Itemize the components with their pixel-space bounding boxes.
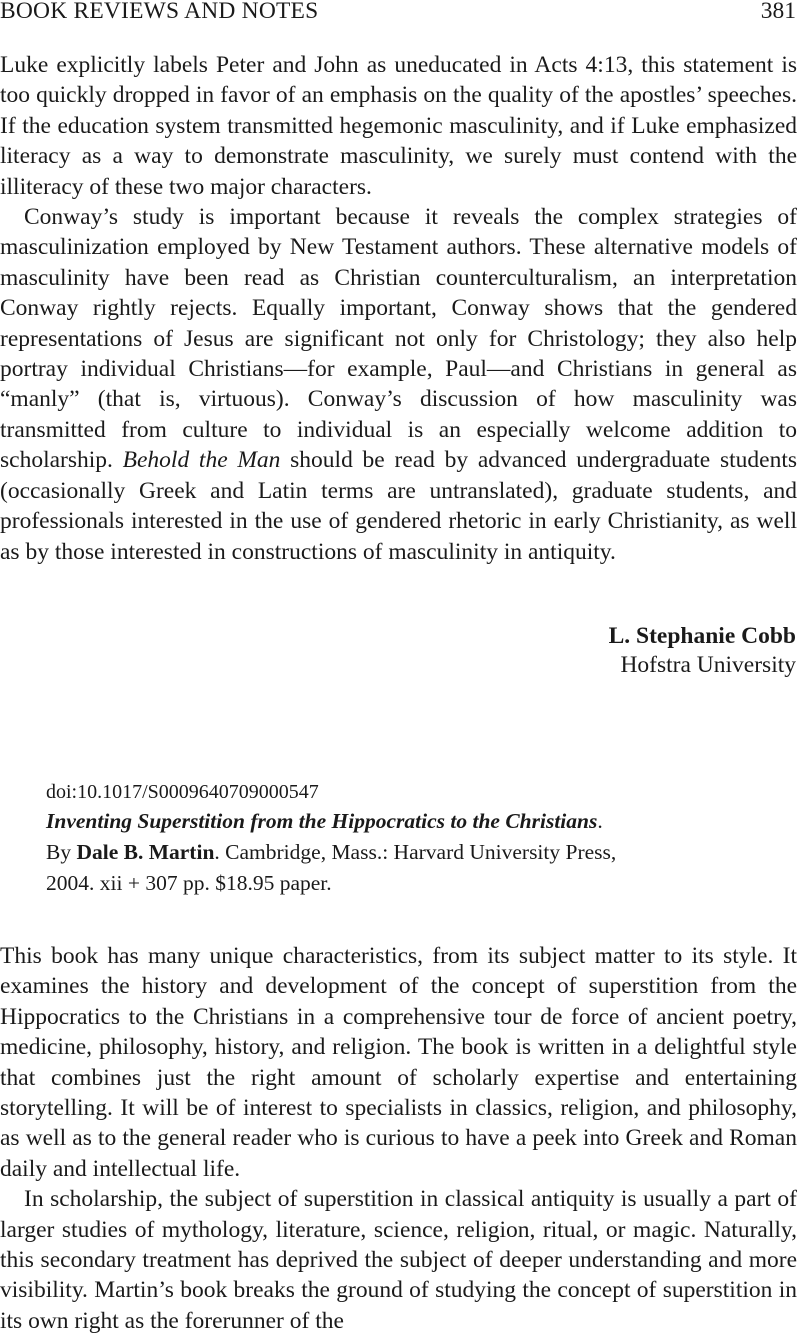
paragraph-2-text-start: Conway’s study is important because it reveals the complex strategies of masculinization employed by New Testament authors. These alternative models of masculinity have been read as Christian counterculturalism, an interpretation Conway rightly rejects. Equally important, Conway shows that the gendered representations of Jesus are significant not only for Christology; they also help portray individual Christians—for example, Paul—and Christians in general as “manly” (that is, virtuous). Conway’s discussion of how masculinity was transmitted from culture to individual is an especially welcome addition to scholarship. (0, 204, 797, 474)
running-head: BOOK REVIEWS AND NOTES (0, 0, 319, 24)
reviewer-signature (609, 622, 796, 680)
reviewer-name: L. Stephanie Cobb (608, 623, 796, 649)
publication-details: 2004. xii + 307 pp. $18.95 paper. (46, 871, 332, 895)
book-title-italic: Behold the Man (122, 447, 281, 474)
book-title: Inventing Superstition from the Hippocratics to the Christians (46, 809, 598, 833)
paragraph-2-text-end: should be read by advanced undergraduate students (occasionally Greek and Latin terms are untranslated), graduate students, and professionals interested in the use of gendered rhetoric in early Christianity, as well as by those interested in constructions of masculinity in antiquity. (0, 447, 797, 565)
book-author: Dale B. Martin (76, 840, 215, 864)
title-period: . (597, 809, 603, 833)
review-martin-paragraph-2: In scholarship, the subject of superstition in classical antiquity is usually a part of larger studies of mythology, literature, science, religion, ritual, or magic. Naturally, this secondary treatment has deprived the subject of deeper understanding and more visibility. Martin’s book breaks the ground of studying the concept of superstition in its own right as the forerunner of the (0, 1186, 797, 1334)
reviewer-affiliation: Hofstra University (620, 652, 796, 678)
doi-link[interactable]: doi:10.1017/S0009640709000547 (46, 781, 319, 803)
book-citation (46, 778, 766, 899)
review-cobb-paragraph-2 (0, 202, 797, 567)
by-label: By (46, 840, 77, 864)
citation-author-line (46, 837, 766, 868)
page-number: 381 (760, 0, 796, 24)
review-martin-paragraph-1: This book has many unique characteristics, from its subject matter to its style. It examines the history and development of the concept of superstition from the Hippocratics to the Christians in a comprehensive tour de force of ancient poetry, medicine, philosophy, history, and religion. The book is written in a delightful style that combines just the right amount of scholarly expertise and entertaining storytelling. It will be of interest to specialists in classics, religion, and philosophy, as well as to the general reader who is curious to have a peek into Greek and Roman daily and intellectual life. (0, 943, 797, 1182)
review-cobb-body (0, 50, 797, 567)
review-cobb-paragraph-1: Luke explicitly labels Peter and John as uneducated in Acts 4:13, this statement is too quickly dropped in favor of an emphasis on the quality of the apostles’ speeches. If the education system transmitted hegemonic masculinity, and if Luke emphasized literacy as a way to demonstrate masculinity, we surely must contend with the illiteracy of these two major characters. (0, 52, 797, 200)
publisher-info: . Cambridge, Mass.: Harvard University Press, (214, 840, 617, 864)
review-martin-body (0, 941, 797, 1336)
page-header (0, 0, 796, 26)
citation-title-line (46, 806, 766, 837)
